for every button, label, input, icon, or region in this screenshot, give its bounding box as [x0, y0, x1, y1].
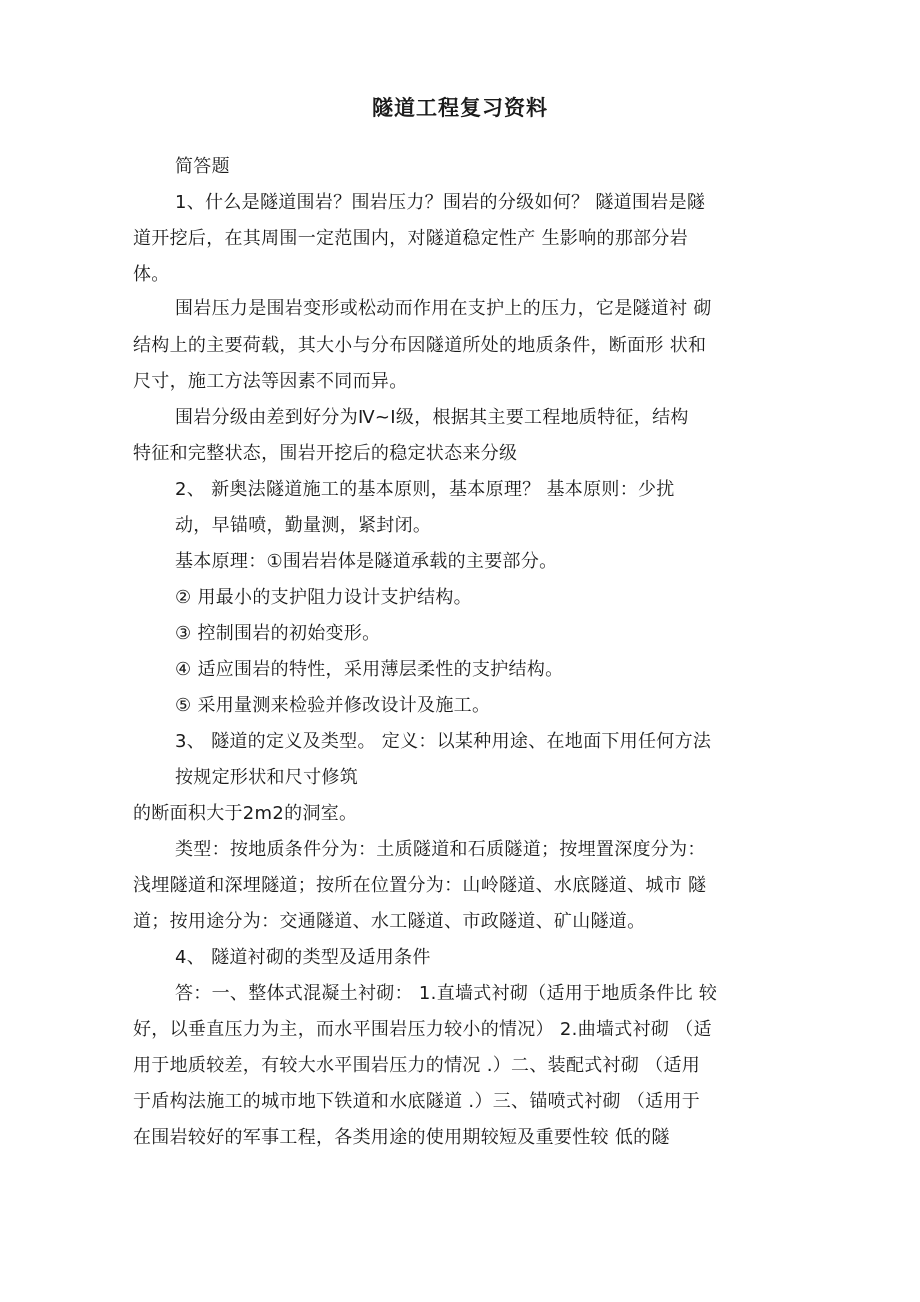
- text-line: 浅埋隧道和深埋隧道；按所在位置分为：山岭隧道、水底隧道、城市 隧: [133, 875, 707, 896]
- text-line: 基本原理：①围岩岩体是隧道承载的主要部分。: [175, 551, 558, 572]
- text-line: 在围岩较好的军事工程，各类用途的使用期较短及重要性较 低的隧: [133, 1127, 670, 1148]
- text-line: ③ 控制围岩的初始变形。: [175, 623, 381, 644]
- text-line: ② 用最小的支护阻力设计支护结构。: [175, 587, 472, 608]
- text-line: 道；按用途分为：交通隧道、水工隧道、市政隧道、矿山隧道。: [133, 911, 646, 932]
- text-line: 好，以垂直压力为主，而水平围岩压力较小的情况） 2.曲墙式衬砌 （适: [133, 1019, 712, 1040]
- text-line: 4、 隧道衬砌的类型及适用条件: [175, 947, 431, 968]
- text-line: 类型：按地质条件分为：土质隧道和石质隧道；按埋置深度分为：: [175, 839, 706, 860]
- text-line: 体。: [133, 264, 170, 285]
- text-line: 结构上的主要荷载，其大小与分布因隧道所处的地质条件，断面形 状和: [133, 335, 707, 356]
- text-line: ④ 适应围岩的特性，采用薄层柔性的支护结构。: [175, 659, 564, 680]
- text-line: 按规定形状和尺寸修筑: [175, 767, 358, 788]
- text-line: ⑤ 采用量测来检验并修改设计及施工。: [175, 695, 491, 716]
- text-line: 用于地质较差，有较大水平围岩压力的情况 .）二、装配式衬砌 （适用: [133, 1055, 701, 1076]
- text-line: 的断面积大于2m2的洞室。: [133, 803, 358, 824]
- text-line: 简答题: [175, 156, 230, 177]
- text-line: 答：一、整体式混凝土衬砌： 1.直墙式衬砌（适用于地质条件比 较: [175, 983, 718, 1004]
- text-line: 于盾构法施工的城市地下铁道和水底隧道 .）三、锚喷式衬砌 （适用于: [133, 1091, 701, 1112]
- text-line: 动，早锚喷，勤量测，紧封闭。: [175, 515, 432, 536]
- text-line: 3、 隧道的定义及类型。 定义：以某种用途、在地面下用任何方法: [175, 731, 712, 752]
- text-line: 围岩压力是围岩变形或松动而作用在支护上的压力，它是隧道衬 砌: [175, 298, 712, 319]
- document-title: 隧道工程复习资料: [372, 96, 548, 120]
- text-line: 1、什么是隧道围岩？围岩压力？围岩的分级如何？ 隧道围岩是隧: [175, 192, 706, 213]
- text-line: 尺寸，施工方法等因素不同而异。: [133, 371, 408, 392]
- text-line: 特征和完整状态，围岩开挖后的稳定状态来分级: [133, 443, 518, 464]
- text-line: 围岩分级由差到好分为Ⅳ~Ⅰ级，根据其主要工程地质特征，结构: [175, 407, 689, 428]
- text-line: 道开挖后，在其周围一定范围内，对隧道稳定性产 生影响的那部分岩: [133, 228, 689, 249]
- text-line: 2、 新奥法隧道施工的基本原则，基本原理？ 基本原则：少扰: [175, 479, 675, 500]
